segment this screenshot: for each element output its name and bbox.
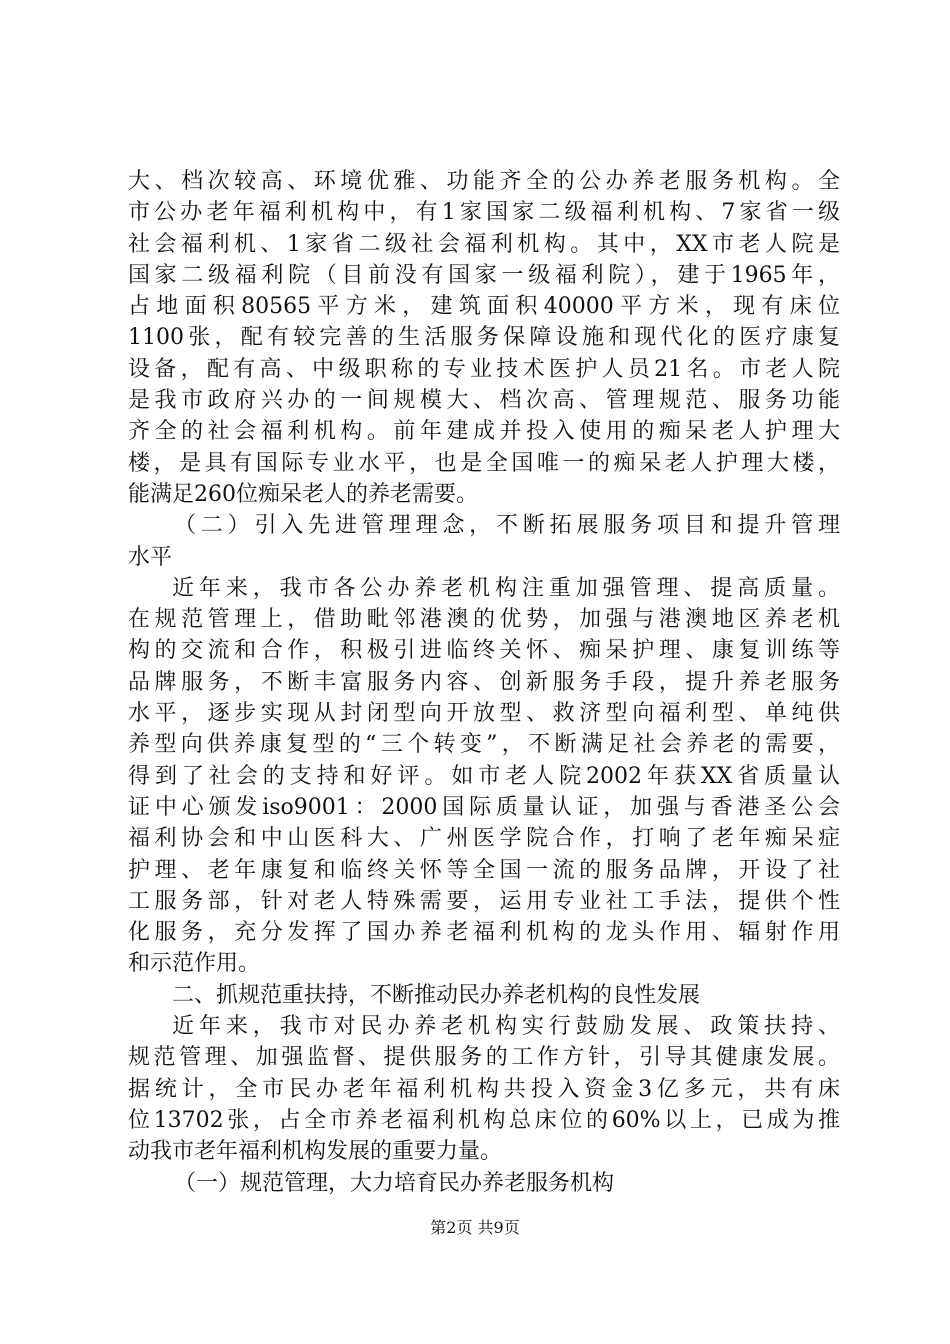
- subheading-line: 水平: [128, 544, 173, 570]
- text-line: 证中心颁发iso9001：2000国际质量认证，加强与香港圣公会: [128, 794, 840, 820]
- subheading-line: （一）规范管理，大力培育民办养老服务机构: [174, 1170, 615, 1196]
- subheading-line: （二）引入先进管理理念，不断拓展服务项目和提升管理: [174, 513, 840, 539]
- text-line: 和示范作用。: [128, 951, 261, 977]
- text-line: 近年来，我市对民办养老机构实行鼓励发展、政策扶持、: [172, 1014, 840, 1040]
- text-line: 能满足260位痴呆老人的养老需要。: [128, 481, 478, 507]
- text-line: 福利协会和中山医科大、广州医学院合作，打响了老年痴呆症: [128, 826, 840, 852]
- text-line: 水平，逐步实现从封闭型向开放型、救济型向福利型、单纯供: [128, 701, 840, 727]
- text-line: 设备，配有高、中级职称的专业技术医护人员21名。市老人院: [128, 356, 840, 382]
- document-body: [128, 166, 840, 1199]
- text-line: 养型向供养康复型的“三个转变”，不断满足社会养老的需要，: [128, 732, 840, 758]
- text-line: 品牌服务，不断丰富服务内容、创新服务手段，提升养老服务: [128, 669, 840, 695]
- text-line: 规范管理、加强监督、提供服务的工作方针，引导其健康发展。: [128, 1045, 840, 1071]
- text-line: 据统计，全市民办老年福利机构共投入资金3亿多元，共有床: [128, 1076, 840, 1102]
- text-line: 1100张，配有较完善的生活服务保障设施和现代化的医疗康复: [128, 325, 840, 351]
- text-line: 构的交流和合作，积极引进临终关怀、痴呆护理、康复训练等: [128, 638, 840, 664]
- text-line: 得到了社会的支持和好评。如市老人院2002年获XX省质量认: [128, 763, 840, 789]
- section-heading: 二、抓规范重扶持，不断推动民办养老机构的良性发展: [172, 982, 701, 1008]
- text-line: 楼，是具有国际专业水平，也是全国唯一的痴呆老人护理大楼，: [128, 450, 840, 476]
- text-line: 社会福利机、1家省二级社会福利机构。其中，XX市老人院是: [128, 231, 840, 257]
- text-line: 大、档次较高、环境优雅、功能齐全的公办养老服务机构。全: [128, 169, 840, 194]
- text-line: 是我市政府兴办的一间规模大、档次高、管理规范、服务功能: [128, 388, 840, 414]
- text-line: 化服务，充分发挥了国办养老福利机构的龙头作用、辐射作用: [128, 920, 840, 946]
- text-line: 市公办老年福利机构中，有1家国家二级福利机构、7家省一级: [128, 200, 840, 226]
- text-line: 占地面积80565平方米，建筑面积40000平方米，现有床位: [128, 294, 840, 320]
- page-number-footer: 第2页 共9页: [430, 1218, 520, 1237]
- text-line: 位13702张，占全市养老福利机构总床位的60%以上，已成为推: [128, 1107, 840, 1133]
- text-line: 在规范管理上，借助毗邻港澳的优势，加强与港澳地区养老机: [128, 607, 840, 633]
- text-line: 工服务部，针对老人特殊需要，运用专业社工手法，提供个性: [128, 888, 840, 914]
- text-line: 近年来，我市各公办养老机构注重加强管理、提高质量。: [172, 575, 840, 601]
- text-line: 护理、老年康复和临终关怀等全国一流的服务品牌，开设了社: [128, 857, 840, 883]
- text-line: 国家二级福利院（目前没有国家一级福利院），建于1965年，: [128, 262, 840, 288]
- text-line: 齐全的社会福利机构。前年建成并投入使用的痴呆老人护理大: [128, 419, 840, 445]
- text-line: 动我市老年福利机构发展的重要力量。: [128, 1139, 503, 1165]
